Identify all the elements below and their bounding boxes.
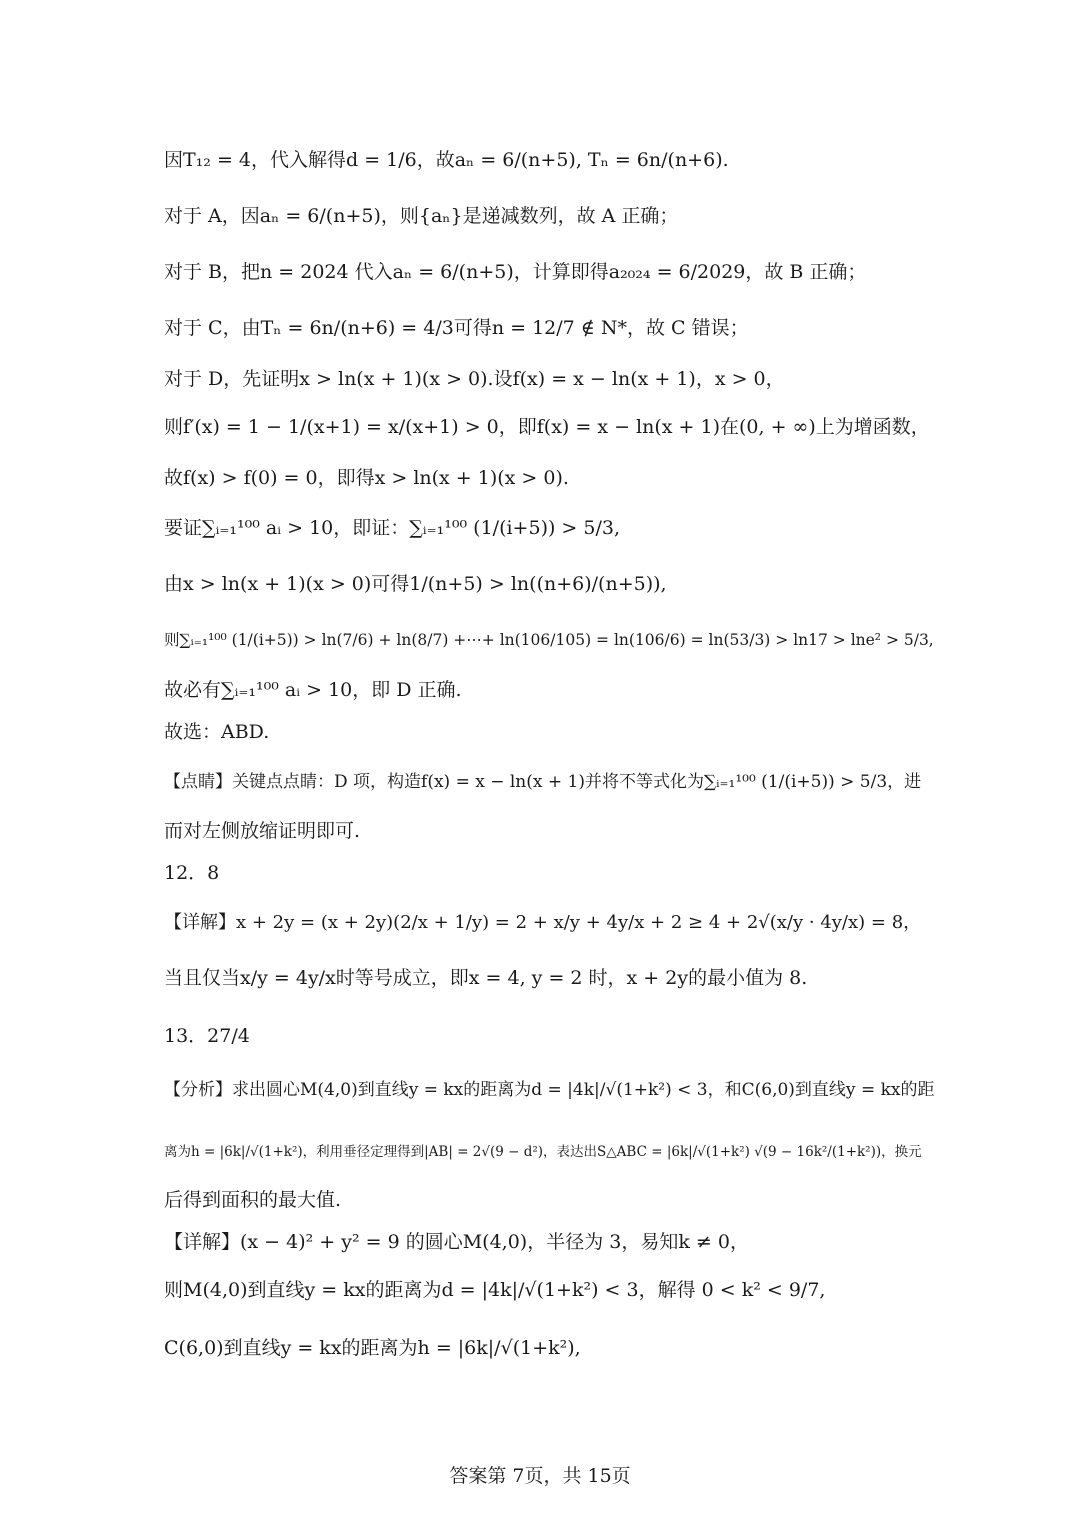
question-number: 12．8 — [164, 862, 220, 884]
text-line: 对于 D，先证明x > ln(x + 1)(x > 0).设f(x) = x − ln(x + 1)，x > 0， — [164, 368, 785, 390]
text-line: 【点睛】关键点点睛：D 项，构造f(x) = x − ln(x + 1)并将不等式化为∑ᵢ₌₁¹⁰⁰ (1/(i+5)) > 5/3，进 — [164, 772, 922, 792]
text-line: 则f′(x) = 1 − 1/(x+1) = x/(x+1) > 0，即f(x) = x − ln(x + 1)在(0, + ∞)上为增函数， — [164, 416, 930, 438]
text-line: 【详解】(x − 4)² + y² = 9 的圆心M(4,0)，半径为 3，易知k ≠ 0， — [164, 1231, 749, 1253]
text-line: 故必有∑ᵢ₌₁¹⁰⁰ aᵢ > 10，即 D 正确. — [164, 679, 462, 701]
page-footer: 答案第 7页，共 15页 — [449, 1465, 631, 1487]
text-line: 【分析】求出圆心M(4,0)到直线y = kx的距离为d = |4k|/√(1+k²) < 3，和C(6,0)到直线y = kx的距 — [164, 1080, 935, 1100]
text-line: 故f(x) > f(0) = 0，即得x > ln(x + 1)(x > 0). — [164, 467, 569, 489]
text-line: 当且仅当x/y = 4y/x时等号成立，即x = 4, y = 2 时，x + 2y的最小值为 8. — [164, 967, 808, 989]
text-line: 离为h = |6k|/√(1+k²)，利用垂径定理得到|AB| = 2√(9 − d²)，表达出S△ABC = |6k|/√(1+k²) √(9 − 16k²/(1+k²))，换元 — [164, 1144, 922, 1160]
text-line: 【详解】x + 2y = (x + 2y)(2/x + 1/y) = 2 + x/y + 4y/x + 2 ≥ 4 + 2√(x/y · 4y/x) = 8， — [164, 912, 922, 933]
question-number: 13．27/4 — [164, 1025, 250, 1047]
text-line: 因T₁₂ = 4，代入解得d = 1/6，故aₙ = 6/(n+5), Tₙ = 6n/(n+6). — [164, 149, 729, 171]
text-line: 则M(4,0)到直线y = kx的距离为d = |4k|/√(1+k²) < 3，解得 0 < k² < 9/7, — [164, 1279, 826, 1301]
text-line: 后得到面积的最大值. — [164, 1189, 342, 1211]
text-line: 对于 A，因aₙ = 6/(n+5)，则{aₙ}是递减数列，故 A 正确； — [164, 205, 679, 227]
text-line: 要证∑ᵢ₌₁¹⁰⁰ aᵢ > 10，即证：∑ᵢ₌₁¹⁰⁰ (1/(i+5)) > 5/3, — [164, 517, 621, 539]
text-line: 对于 C，由Tₙ = 6n/(n+6) = 4/3可得n = 12/7 ∉ N*，故 C 错误； — [164, 317, 749, 339]
text-line: C(6,0)到直线y = kx的距离为h = |6k|/√(1+k²), — [164, 1337, 581, 1359]
text-line: 对于 B，把n = 2024 代入aₙ = 6/(n+5)，计算即得a₂₀₂₄ = 6/2029，故 B 正确； — [164, 261, 867, 283]
text-line: 故选：ABD. — [164, 721, 270, 743]
text-line: 而对左侧放缩证明即可. — [164, 820, 361, 842]
text-line: 由x > ln(x + 1)(x > 0)可得1/(n+5) > ln((n+6)/(n+5)), — [164, 573, 667, 595]
text-line: 则∑ᵢ₌₁¹⁰⁰ (1/(i+5)) > ln(7/6) + ln(8/7) +⋯+ ln(106/105) = ln(106/6) = ln(53/3) > ln17 > lne² > 5/3, — [164, 631, 934, 649]
